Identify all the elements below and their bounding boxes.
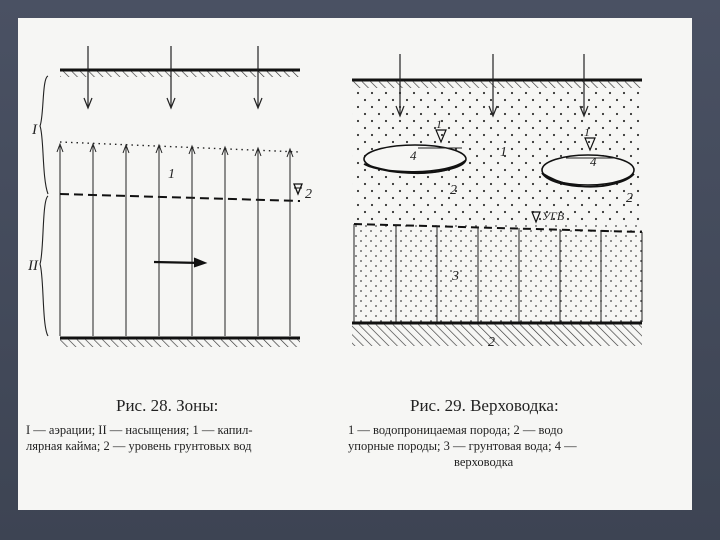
groundwater-zone-dots — [354, 224, 642, 322]
fig28-title: Рис. 28. Зоны: — [116, 396, 219, 415]
brace-zone-I — [40, 76, 48, 194]
groundwater-label: 3 — [452, 269, 459, 284]
aquitard-base-hatch-29 — [352, 324, 642, 346]
saturated-zone-lines — [60, 194, 290, 336]
ground-surface-hatch-29 — [352, 81, 642, 88]
fig28-caption-line-1: I — аэрации; II — насыщения; 1 — капил- — [26, 423, 253, 437]
capillary-arrows — [57, 144, 293, 200]
fig29-title: Рис. 29. Верховодка: — [410, 396, 559, 415]
capillary-fringe-top — [60, 142, 300, 152]
aquitard-label-right: 2 — [626, 191, 633, 206]
ugv-label: УГВ — [542, 209, 565, 223]
lens-label-left: 4 — [410, 148, 417, 163]
bottom-aquitard-label: 2 — [488, 335, 495, 350]
water-level-label: 2 — [305, 187, 312, 202]
textbook-page — [18, 18, 692, 510]
perched-level-label-left: 1 — [436, 117, 442, 131]
permeable-rock-label: 1 — [500, 145, 507, 160]
fig29-caption — [348, 422, 648, 470]
fig28-caption — [26, 422, 326, 454]
zone-II-label: II — [28, 258, 38, 274]
fig29-caption-line-3: верховодка — [454, 455, 514, 469]
figure-29-perched-water — [352, 54, 642, 350]
water-level-marker — [294, 184, 302, 194]
brace-zone-II — [40, 196, 48, 336]
aquitard-label-left: 2 — [450, 183, 457, 198]
groundwater-table — [60, 194, 300, 201]
fig29-caption-line-2: упорные породы; 3 — грунтовая вода; 4 — — [348, 439, 577, 453]
capillary-fringe-label: 1 — [168, 167, 175, 182]
aquitard-base-hatch — [60, 339, 300, 347]
figure-28-zones — [27, 46, 312, 347]
fig28-caption-line-2: лярная кайма; 2 — уровень грунтовых вод — [26, 439, 252, 453]
zone-I-label: I — [32, 122, 37, 138]
lens-label-right: 4 — [590, 154, 597, 169]
perched-level-label-right: 1 — [584, 125, 590, 139]
fig29-caption-line-1: 1 — водопроницаемая порода; 2 — водо — [348, 423, 563, 437]
